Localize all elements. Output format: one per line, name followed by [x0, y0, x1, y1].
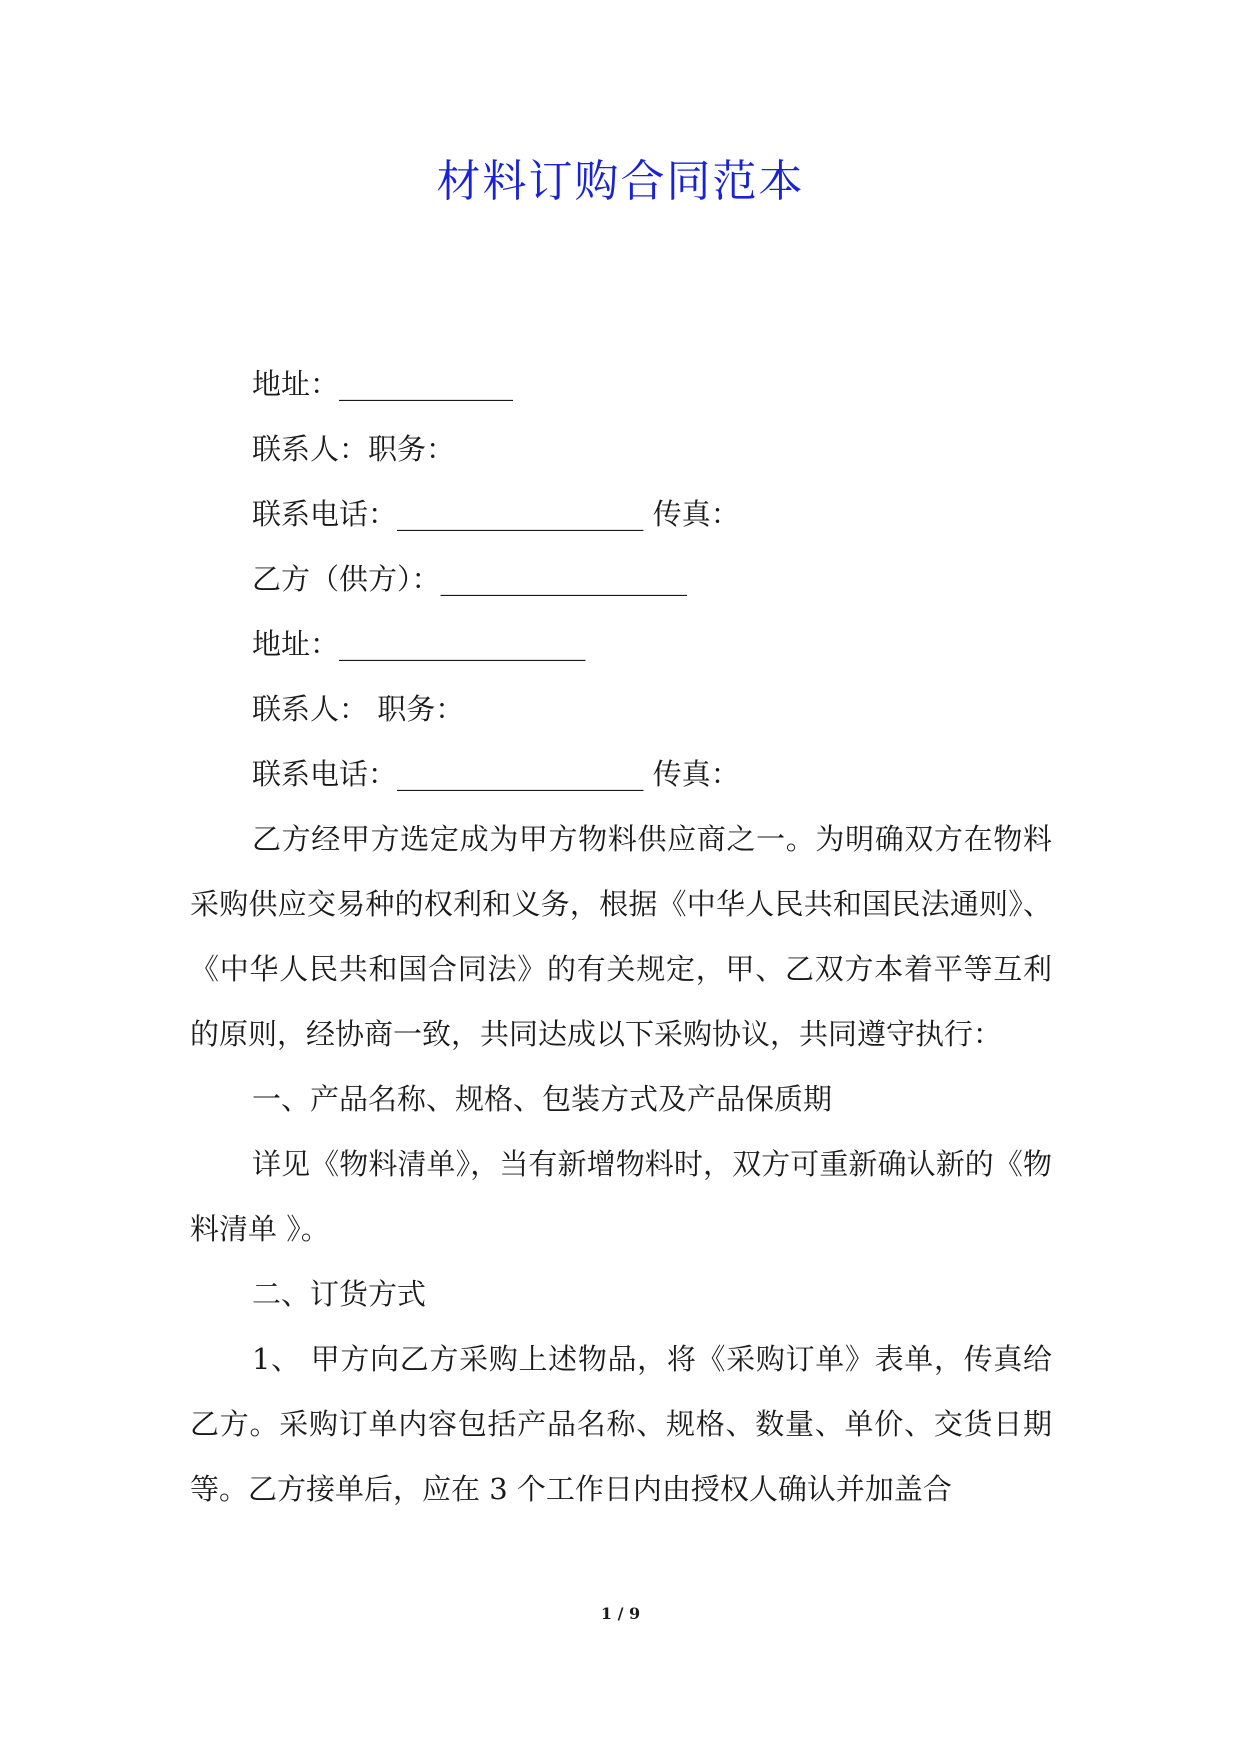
section-1-body: 详见《物料清单》，当有新增物料时，双方可重新确认新的《物料清单 》。: [190, 1147, 1052, 1246]
section-2-heading: 二、订货方式: [252, 1277, 427, 1311]
section-2-item-1: 1、 甲方向乙方采购上述物品，将《采购订单》表单，传真给乙方。采购订单内容包括产品名称、规格、数量、单价、交货日期等。乙方接单后，应在 3 个工作日内由授权人确认并加盖合: [190, 1342, 1052, 1506]
party-b-address: 地址：_________________: [252, 627, 586, 661]
document-body: [190, 352, 1052, 1522]
party-b-contact: 联系人： 职务：: [252, 692, 465, 726]
party-b-phone: 联系电话：_________________ 传真：: [252, 757, 740, 791]
party-a-address: 地址：____________: [252, 367, 514, 401]
party-a-phone: 联系电话：_________________ 传真：: [252, 497, 740, 531]
page-number: 1 / 9: [600, 1604, 641, 1623]
party-a-contact: 联系人：职务：: [252, 432, 456, 466]
party-b-name: 乙方（供方）：_________________: [252, 562, 688, 596]
section-1-heading: 一、产品名称、规格、包装方式及产品保质期: [252, 1082, 833, 1116]
document-title: 材料订购合同范本: [436, 156, 805, 207]
preamble-paragraph: 乙方经甲方选定成为甲方物料供应商之一。为明确双方在物料采购供应交易种的权利和义务，根据《中华人民共和国民法通则》、《中华人民共和国合同法》的有关规定，甲、乙双方本着平等互利的原则，经协商一致，共同达成以下采购协议，共同遵守执行：: [190, 822, 1052, 1051]
